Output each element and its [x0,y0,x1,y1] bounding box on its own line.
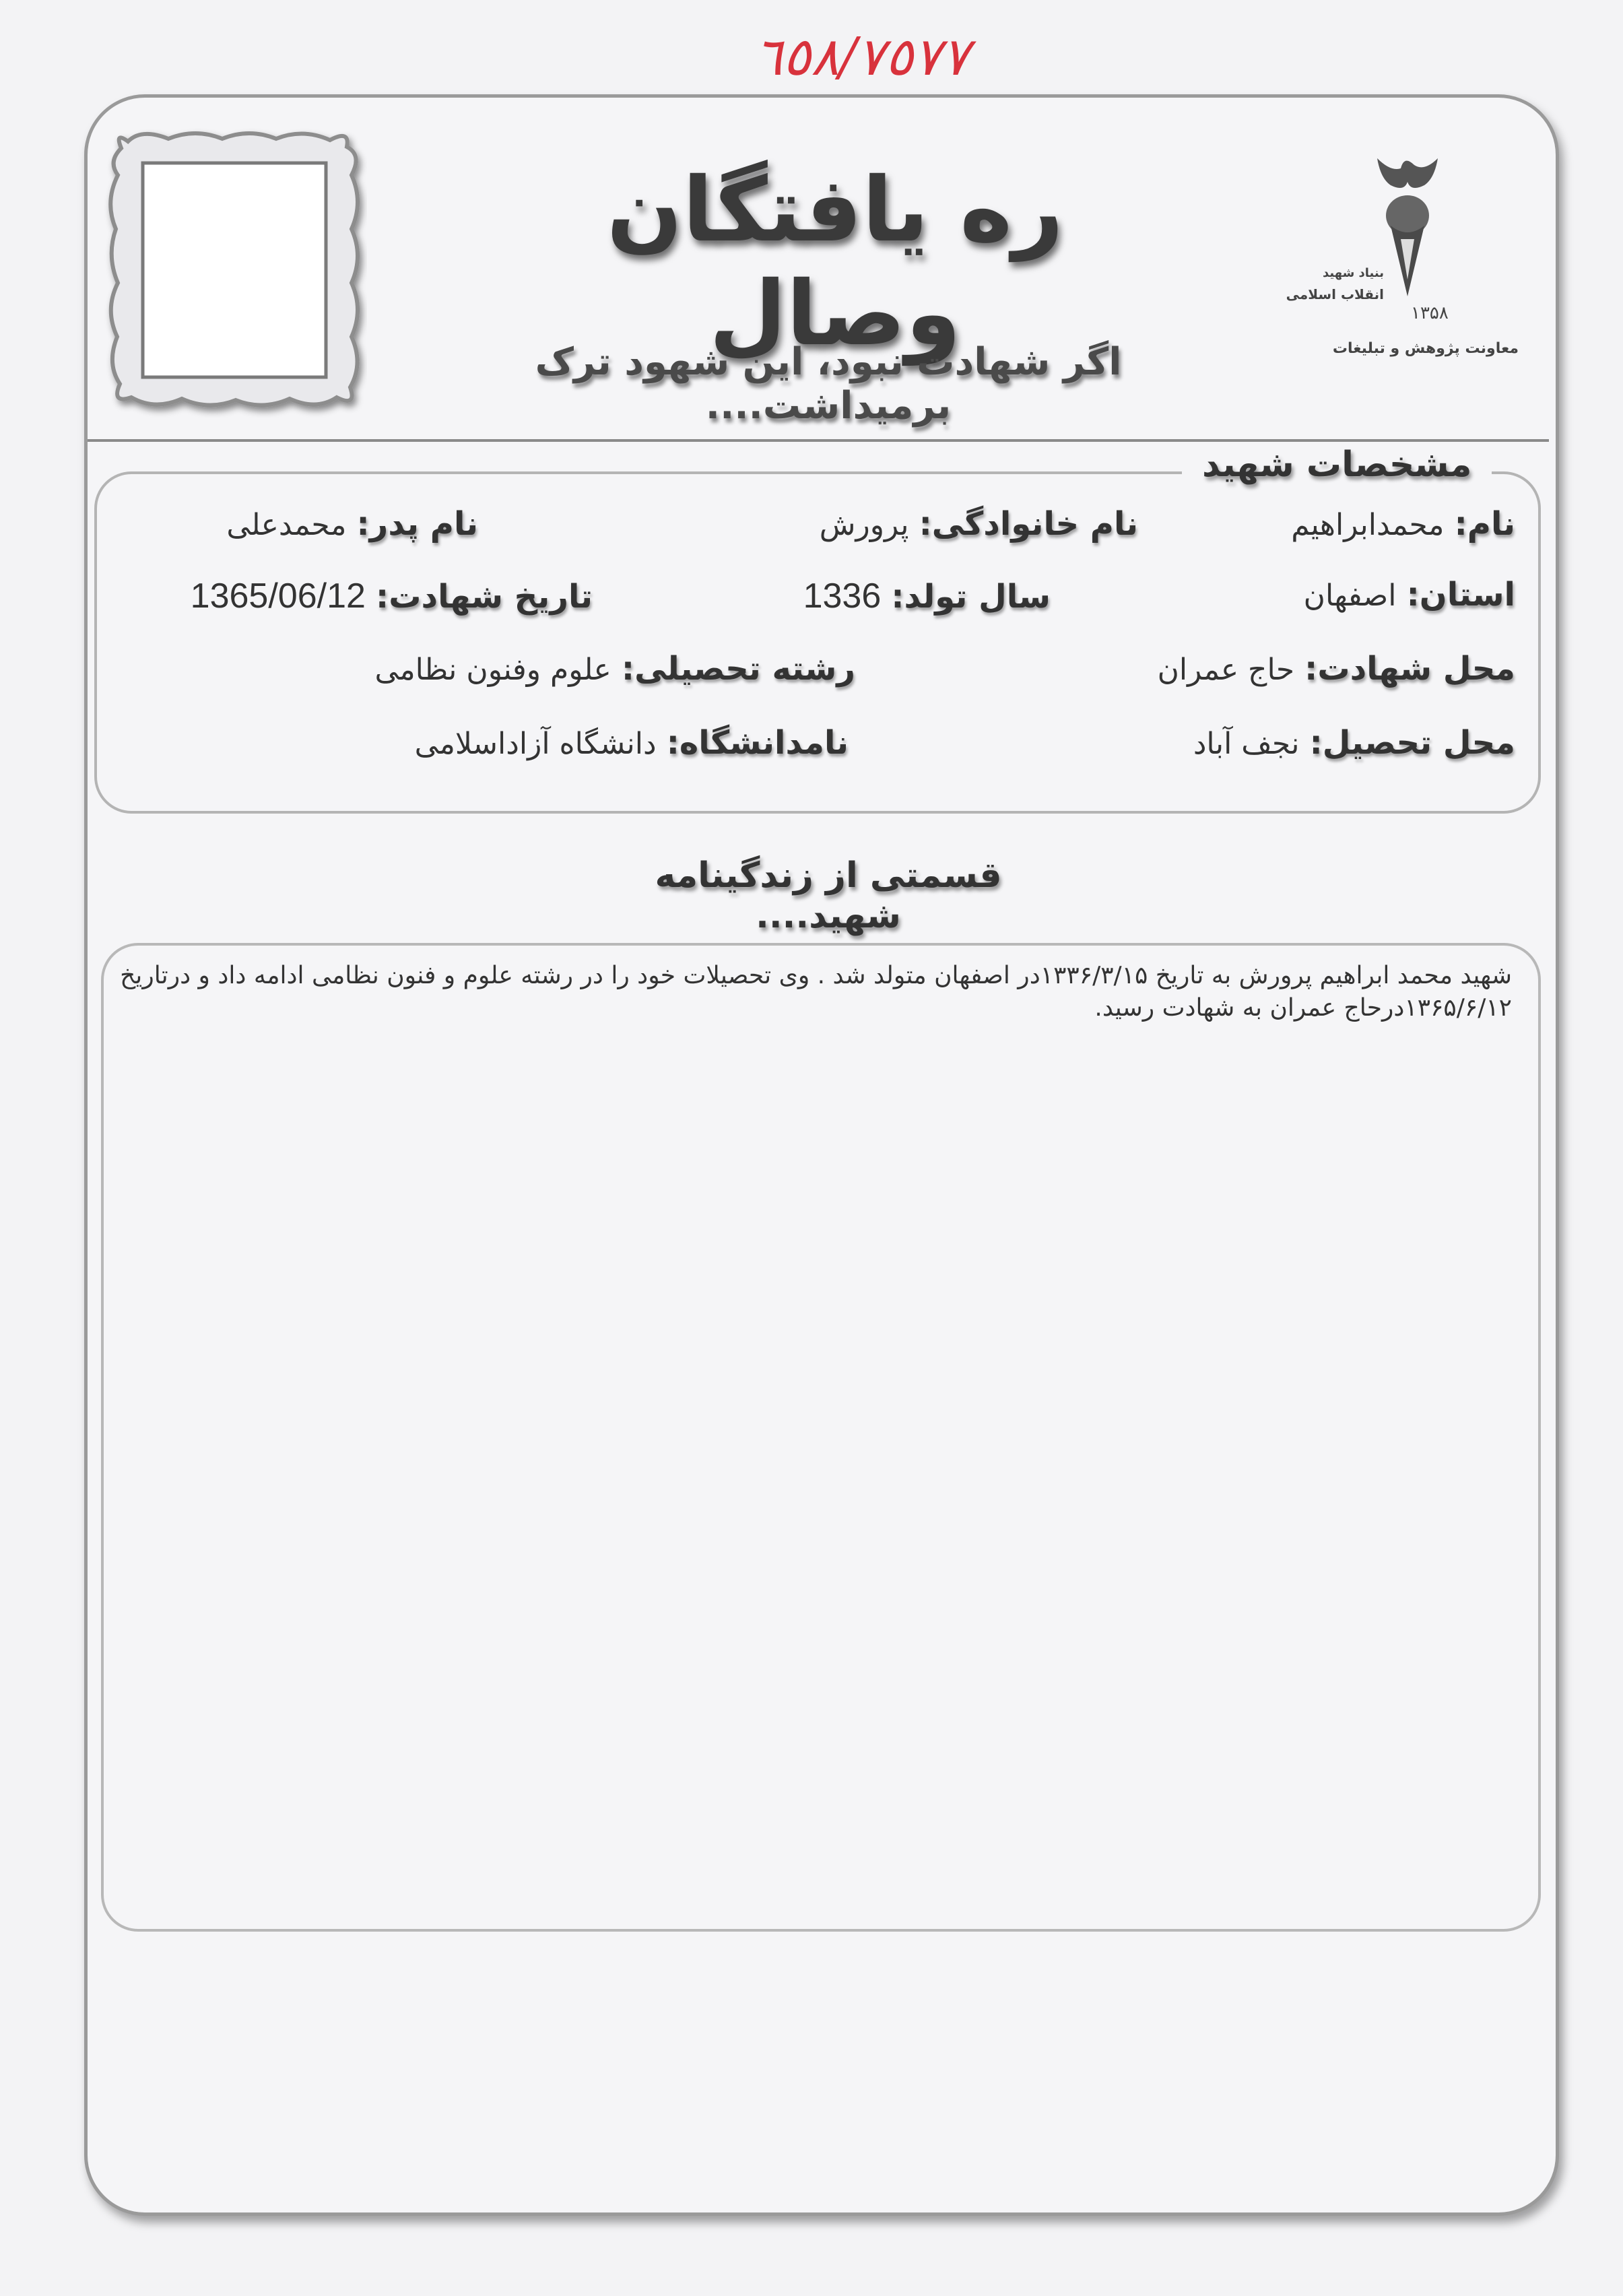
handwritten-reference-number: ٦٥٨/٧٥٧٧ [754,27,970,88]
field-label: تاریخ شهادت: [376,578,593,616]
field-label: محل شهادت: [1304,650,1515,688]
logo-line-3: معاونت پژوهش و تبلیغات [1332,340,1519,357]
field-martyrdom-date [191,576,593,616]
field-name [1291,505,1515,543]
specs-heading: مشخصات شهید [1182,445,1492,485]
field-field-of-study [374,650,855,688]
field-label: نام خانوادگی: [919,505,1138,543]
field-value: علوم وفنون نظامی [374,653,611,687]
logo-line-1: بنیاد شهید [1322,266,1384,280]
header-divider [88,439,1549,442]
field-label: نامدانشگاه: [666,724,849,762]
logo-year: ۱۳۵۸ [1411,303,1449,323]
foundation-logo [1286,152,1519,367]
field-university [415,724,849,762]
logo-line-2: انقلاب اسلامی [1286,286,1384,302]
biography-text: شهید محمد ابراهیم پرورش به تاریخ ۱۳۳۶/۳/۱۵در اصفهان متولد شد . وی تحصیلات خود را در رشته علوم و فنون نظامی ادامه داد و درتاریخ ۱۳۶۵/۶/۱۲درحاج عمران به شهادت رسید. [120,962,1512,1022]
page-subtitle: اگر شهادت نبود، این شهود ترک برمیداشت.... [535,340,1122,428]
field-value: محمدعلی [226,508,347,542]
field-label: نام پدر: [356,505,478,543]
field-label: نام: [1454,505,1515,543]
field-value: اصفهان [1303,579,1397,613]
field-value: دانشگاه آزاداسلامی [414,727,657,761]
field-study-place [1193,724,1515,762]
field-value: پرورش [819,508,909,542]
page-title: ره یافتگان وصال [606,158,1064,366]
field-value: 1365/06/12 [190,577,366,616]
field-label: محل تحصیل: [1309,724,1515,762]
field-province [1304,576,1515,614]
photo-frame [101,121,367,418]
field-father-name [226,505,478,543]
field-label: سال تولد: [891,578,1051,616]
field-value: نجف آباد [1193,727,1300,761]
biography-heading: قسمتی از زندگینامه شهید.... [655,855,1002,936]
field-value: 1336 [803,577,882,616]
field-label: رشته تحصیلی: [621,650,855,688]
field-value: حاج عمران [1157,653,1295,687]
field-label: استان: [1406,576,1515,614]
biography-box [101,943,1541,1932]
field-value: محمدابراهیم [1291,508,1445,542]
field-birth-year [803,576,1051,616]
field-family-name [820,505,1138,543]
field-martyrdom-place [1158,650,1515,688]
